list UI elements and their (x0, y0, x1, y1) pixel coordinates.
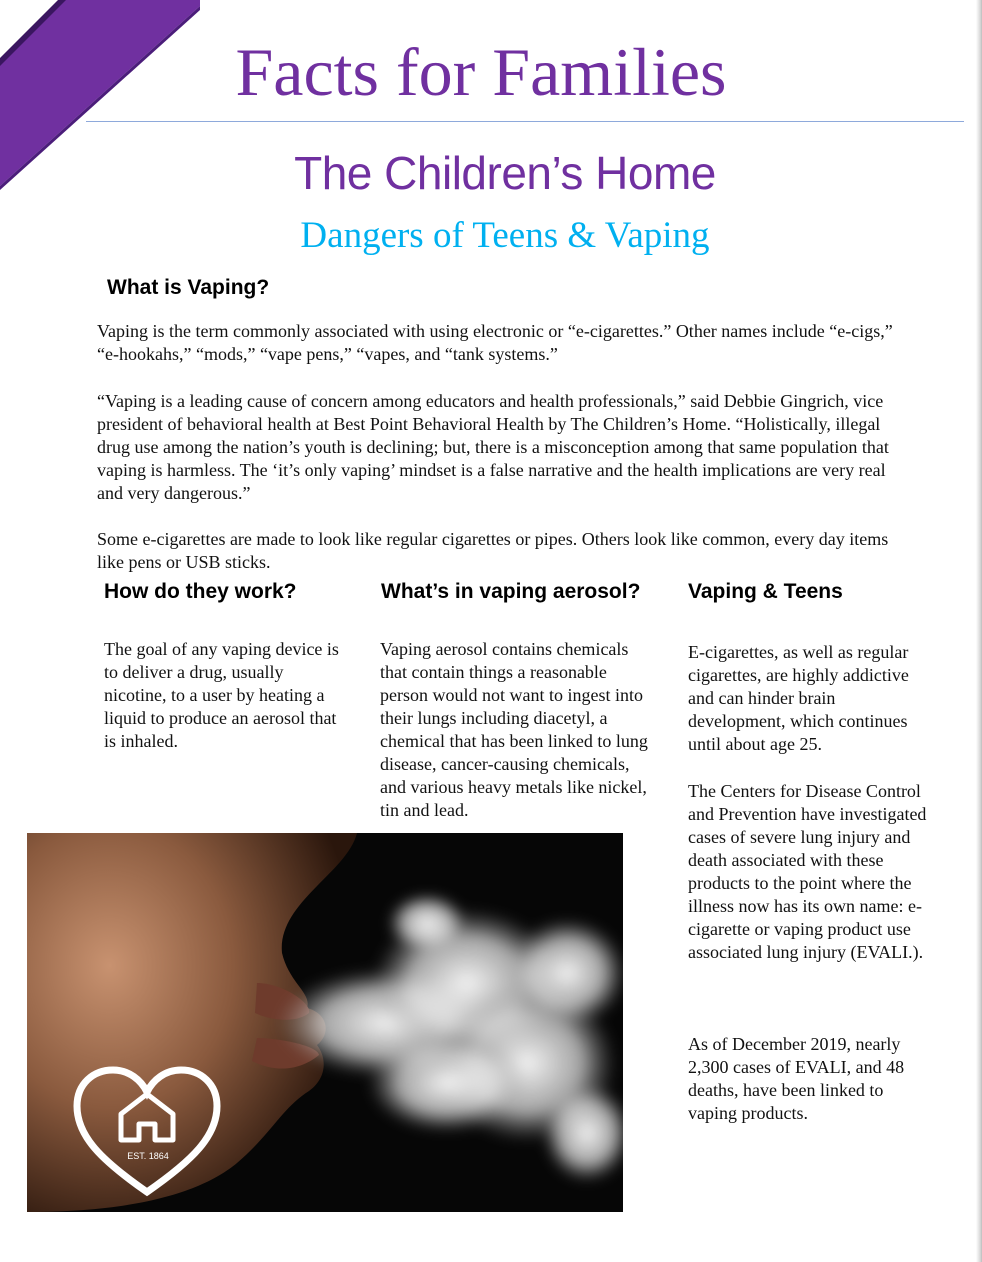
organization-name: The Children’s Home (294, 147, 716, 199)
page-title: Facts for Families (235, 34, 727, 110)
column-3-heading: Vaping & Teens (688, 580, 843, 603)
column-3-paragraph-1: E-cigarettes, as well as regular cigarettes, are highly addictive and can hinder brain development, which continues until about age 25. (688, 642, 909, 754)
heart-home-logo (71, 1064, 223, 1199)
column-3-paragraph-3: As of December 2019, nearly 2,300 cases of EVALI, and 48 deaths, have been linked to vaping products. (688, 1034, 905, 1123)
column-1-heading: How do they work? (104, 580, 297, 603)
intro-paragraph-1: Vaping is the term commonly associated with using electronic or “e-cigarettes.” Other names include “e-cigs,” “e-hookahs,” “mods,” “vape pens,” “vapes, and “tank systems.” (97, 321, 893, 364)
intro-heading: What is Vaping? (107, 276, 270, 299)
topic-title: Dangers of Teens & Vaping (300, 215, 710, 256)
intro-paragraph-3: Some e-cigarettes are made to look like regular cigarettes or pipes. Others look like common, every day items like pens or USB sticks. (97, 529, 889, 572)
column-3-paragraph-2: The Centers for Disease Control and Prevention have investigated cases of severe lung injury and death associated with these products to the point where the illness now has its own name: e-cigarette or vaping product use associated lung injury (EVALI.). (688, 781, 927, 962)
column-1-paragraph: The goal of any vaping device is to deliver a drug, usually nicotine, to a user by heating a liquid to produce an aerosol that is inhaled. (104, 639, 339, 751)
column-2-heading: What’s in vaping aerosol? (381, 580, 641, 603)
page-edge-shadow (976, 0, 982, 1262)
column-2-paragraph: Vaping aerosol contains chemicals that contain things a reasonable person would not want to ingest into their lungs including diacetyl, a chemical that has been linked to lung disease, cancer-causing chemicals, and various heavy metals like nickel, tin and lead. (380, 639, 648, 820)
title-divider (86, 121, 964, 122)
logo-established-text: EST. 1864 (127, 1151, 169, 1161)
intro-paragraph-2: “Vaping is a leading cause of concern among educators and health professionals,” said Debbie Gingrich, vice president of behavioral health at Best Point Behavioral Health by The Children’s Home. “Holistically, illegal drug use among the nation’s youth is declining; but, there is a misconception among that same population that vaping is harmless. The ‘it’s only vaping’ mindset is a false narrative and the health implications are very real and very dangerous.” (97, 391, 889, 503)
vaping-photo (27, 833, 623, 1212)
